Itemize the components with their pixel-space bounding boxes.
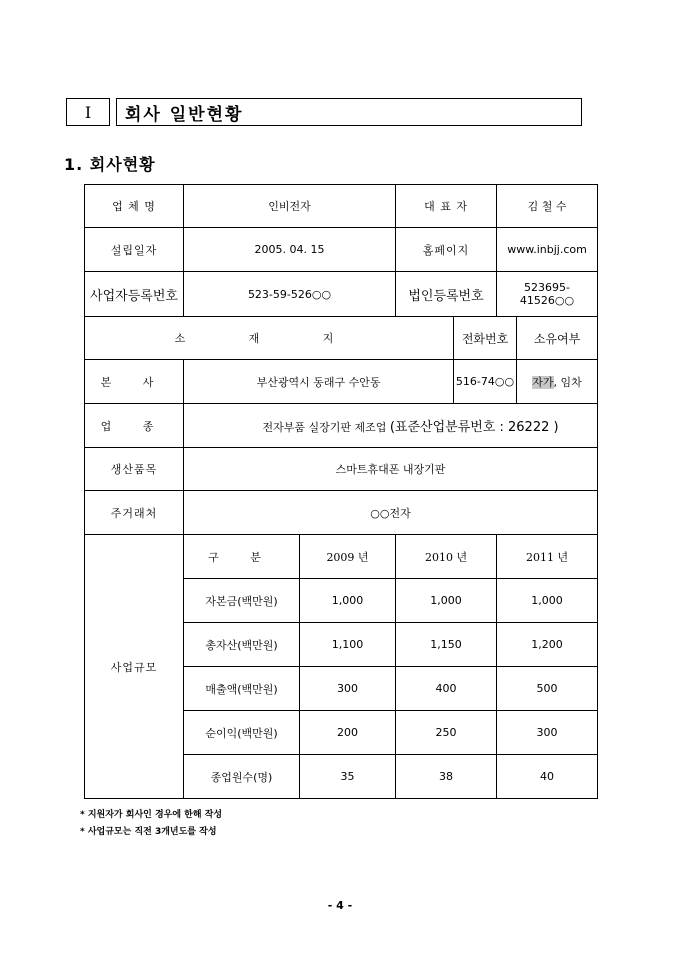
ownership-owned: 자가 [532, 375, 554, 389]
footnote: * 지원자가 회사인 경우에 한해 작성 [80, 810, 223, 820]
industry-value: 전자부품 실장기판 제조업 [262, 421, 387, 434]
year-header: 2011 년 [497, 535, 598, 579]
homepage-label: 홈페이지 [396, 228, 497, 272]
table-row [85, 360, 598, 404]
scale-cell: 1,200 [497, 623, 598, 667]
scale-cell: 1,000 [497, 579, 598, 623]
scale-cell: 1,000 [300, 579, 396, 623]
scale-row-name: 매출액(백만원) [184, 667, 300, 711]
scale-row-name: 총자산(백만원) [184, 623, 300, 667]
table-row [85, 404, 598, 448]
bizreg-label: 사업자등록번호 [85, 272, 184, 317]
clients-label: 주거래처 [85, 491, 184, 535]
corpreg-label: 법인등록번호 [396, 272, 497, 317]
scale-cell: 250 [396, 711, 497, 755]
company-name-label: 업 체 명 [85, 185, 184, 228]
company-info-table [84, 184, 598, 799]
corpreg-value: 523695-41526○○ [497, 272, 598, 317]
table-row [85, 448, 598, 491]
section-title: 회사 일반현황 [116, 98, 582, 126]
year-header: 2009 년 [300, 535, 396, 579]
industry-code: (표준산업분류번호 : 26222 ) [389, 420, 559, 435]
scale-cell: 400 [396, 667, 497, 711]
footnotes [80, 807, 222, 841]
scale-cell: 500 [497, 667, 598, 711]
founded-value: 2005. 04. 15 [184, 228, 396, 272]
representative-value: 김 철 수 [497, 185, 598, 228]
scale-cell: 300 [300, 667, 396, 711]
ownership-rest: , 임차 [553, 375, 582, 389]
phone-header: 전화번호 [454, 317, 517, 360]
location-header: 소 재 지 [85, 317, 454, 360]
table-row [85, 317, 598, 360]
section-number: I [66, 98, 110, 126]
hq-phone: 516-74○○ [454, 360, 517, 404]
scale-cell: 38 [396, 755, 497, 799]
industry-cell [184, 404, 598, 448]
scale-cell: 35 [300, 755, 396, 799]
page-number: - 4 - [327, 899, 353, 912]
company-name-value: 인비전자 [184, 185, 396, 228]
industry-label: 업 종 [85, 404, 184, 448]
table-row [85, 185, 598, 228]
scale-cell: 1,000 [396, 579, 497, 623]
bizreg-value: 523-59-526○○ [184, 272, 396, 317]
scale-cell: 1,100 [300, 623, 396, 667]
products-value: 스마트휴대폰 내장기판 [184, 448, 598, 491]
scale-row-name: 자본금(백만원) [184, 579, 300, 623]
representative-label: 대 표 자 [396, 185, 497, 228]
year-header: 2010 년 [396, 535, 497, 579]
founded-label: 설립일자 [85, 228, 184, 272]
scale-label: 사업규모 [85, 535, 184, 799]
hq-label: 본 사 [85, 360, 184, 404]
scale-header: 구 분 [184, 535, 300, 579]
scale-cell: 1,150 [396, 623, 497, 667]
hq-address: 부산광역시 동래구 수안동 [184, 360, 454, 404]
ownership-header: 소유여부 [517, 317, 598, 360]
table-row [85, 272, 598, 317]
clients-value: ○○전자 [184, 491, 598, 535]
scale-row-name: 순이익(백만원) [184, 711, 300, 755]
table-row [85, 491, 598, 535]
subsection-title: 1. 회사현황 [64, 155, 156, 174]
scale-cell: 300 [497, 711, 598, 755]
scale-row-name: 종업원수(명) [184, 755, 300, 799]
footnote: * 사업규모는 직전 3개년도를 작성 [80, 827, 217, 837]
scale-cell: 200 [300, 711, 396, 755]
products-label: 생산품목 [85, 448, 184, 491]
ownership-value [517, 360, 598, 404]
table-row [85, 535, 598, 579]
scale-cell: 40 [497, 755, 598, 799]
table-row [85, 228, 598, 272]
homepage-value: www.inbjj.com [497, 228, 598, 272]
